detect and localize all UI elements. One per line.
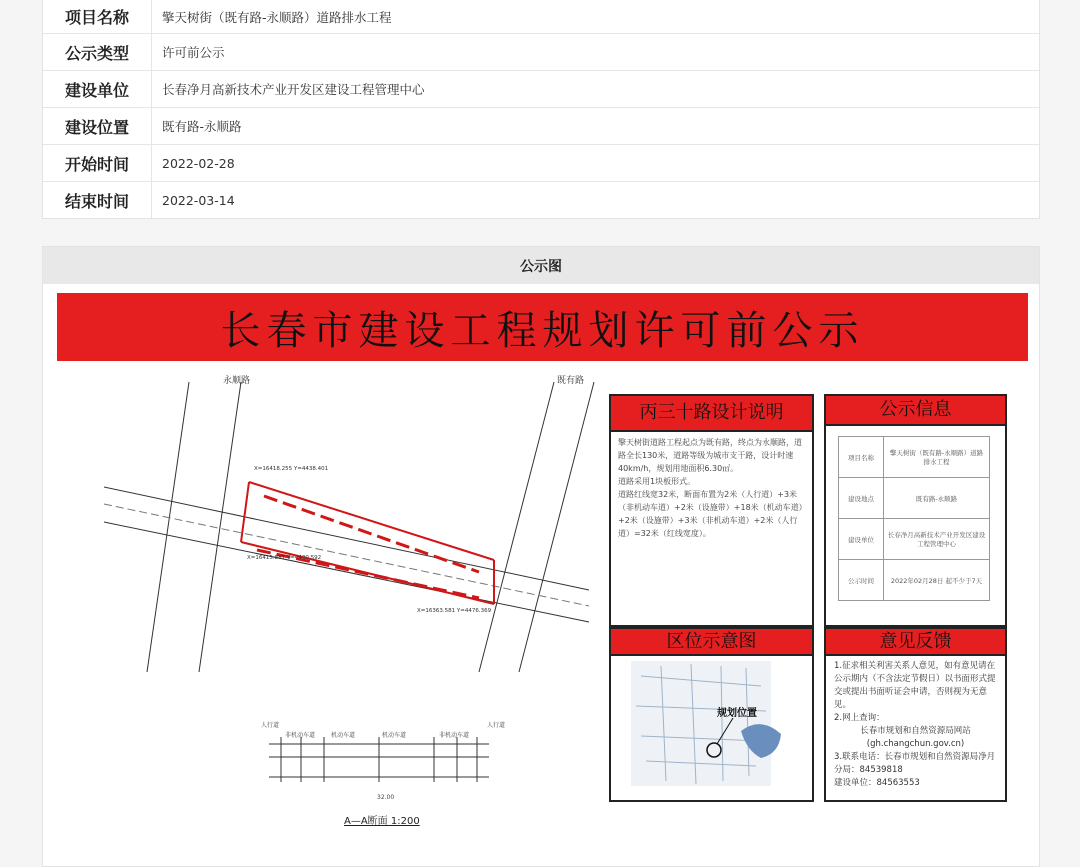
feedback-line: 3.联系电话：长春市规划和自然资源局净月分局：84539818 [834, 752, 996, 775]
table-row [839, 519, 990, 560]
design-line: 道路采用1块板形式。 [618, 477, 696, 486]
info-label: 公示类型 [43, 34, 152, 70]
table-row [839, 437, 990, 478]
location-marker-label: 规划位置 [717, 708, 757, 719]
coord-label: X=16418.255 Y=4438.401 [254, 466, 329, 472]
panel-title: 公示图 [43, 247, 1039, 284]
info-row [43, 145, 1039, 182]
publicity-key: 建设单位 [839, 519, 884, 560]
section-label: 非机动车道 [285, 732, 316, 739]
feedback-line: 建设单位：84563553 [834, 778, 920, 788]
feedback-line: (gh.changchun.gov.cn) [866, 739, 965, 749]
publicity-box [824, 394, 1007, 627]
info-label: 开始时间 [43, 145, 152, 181]
location-map [611, 656, 812, 796]
coord-label: X=16415.887 Y=4430.592 [247, 555, 322, 561]
section-title: A—A断面 1:200 [344, 816, 420, 827]
cross-section-drawing [269, 737, 489, 782]
design-line: 擎天树街道路工程起点为既有路，终点为永顺路，道路全长130米，道路等级为城市支干路，设计时速40km/h，规划用地面积6.30㎡。 [618, 438, 802, 473]
feedback-title: 意见反馈 [826, 629, 1005, 656]
publicity-value: 既有路-永顺路 [884, 478, 990, 519]
info-row [43, 182, 1039, 218]
info-value: 许可前公示 [162, 45, 225, 60]
publicity-title: 公示信息 [826, 396, 1005, 426]
notice-banner: 长春市建设工程规划许可前公示 [57, 293, 1028, 361]
publicity-value: 擎天树街（既有路-永顺路）道路排水工程 [884, 437, 990, 478]
feedback-line: 1.征求相关利害关系人意见，如有意见请在公示期内（不含法定节假日）以书面形式提交或提出书面听证会申请，否则视为无意见。 [834, 661, 996, 710]
location-title: 区位示意图 [611, 629, 812, 656]
coord-label: X=16363.581 Y=4476.369 [417, 608, 492, 614]
info-label: 建设位置 [43, 108, 152, 144]
section-label: 人行道 [261, 722, 280, 729]
feedback-line: 2.网上查询： [834, 713, 885, 723]
info-label: 项目名称 [43, 0, 152, 33]
section-label: 人行道 [487, 722, 506, 729]
info-row [43, 108, 1039, 145]
project-info-table [42, 0, 1040, 219]
design-title: 丙三十路设计说明 [611, 396, 812, 432]
info-row [43, 71, 1039, 108]
notice-panel [42, 246, 1040, 867]
publicity-table [838, 436, 990, 601]
publicity-key: 项目名称 [839, 437, 884, 478]
table-row [839, 478, 990, 519]
publicity-key: 公示时间 [839, 560, 884, 601]
info-value: 长春净月高新技术产业开发区建设工程管理中心 [162, 82, 425, 97]
publicity-key: 建设地点 [839, 478, 884, 519]
info-label: 结束时间 [43, 182, 152, 218]
design-box [609, 394, 814, 627]
info-value: 擎天树街（既有路-永顺路）道路排水工程 [162, 9, 392, 25]
info-value: 2022-03-14 [162, 192, 235, 208]
feedback-line: 长春市规划和自然资源局网站 [860, 726, 971, 736]
feedback-box [824, 627, 1007, 802]
road-label-right: 既有路 [557, 376, 585, 386]
info-value: 2022-02-28 [162, 155, 235, 171]
info-label: 建设单位 [43, 71, 152, 107]
section-label: 机动车道 [331, 732, 356, 739]
info-value: 既有路-永顺路 [162, 119, 242, 134]
info-row [43, 34, 1039, 71]
location-box [609, 627, 814, 802]
table-row [839, 560, 990, 601]
design-line: 道路红线宽32米，断面布置为2米（人行道）+3米（非机动车道）+2米（设施带）+18米（机动车道）+2米（设施带）+3米（非机动车道）+2米（人行道）=32米（红线宽度）。 [618, 490, 803, 538]
publicity-value: 长春净月高新技术产业开发区建设工程管理中心 [884, 519, 990, 560]
road-plan-drawing [99, 372, 599, 832]
section-label: 非机动车道 [439, 732, 470, 739]
info-row [43, 0, 1039, 34]
publicity-value: 2022年02月28日 起不少于7天 [884, 560, 990, 601]
section-label: 机动车道 [382, 732, 407, 739]
section-width: 32.00 [377, 794, 395, 801]
road-label-left: 永顺路 [223, 376, 251, 386]
